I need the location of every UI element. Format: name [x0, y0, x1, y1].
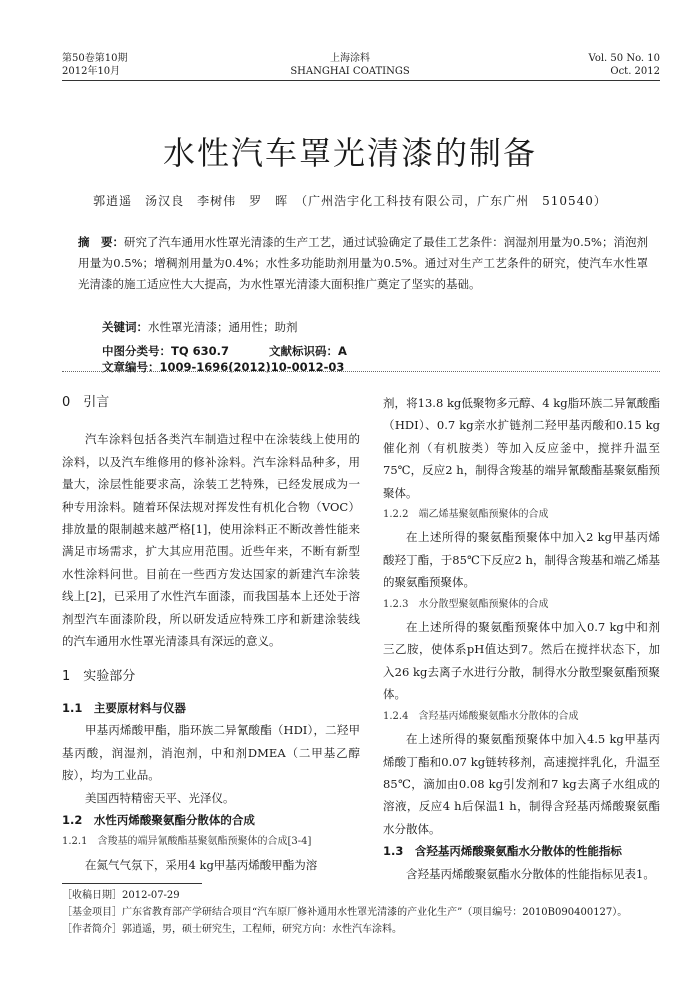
- article-number: 文章编号：1009-1696(2012)10-0012-03: [102, 360, 345, 374]
- issue-volume: 第50卷第10期: [62, 53, 128, 64]
- abstract-divider: [62, 371, 660, 372]
- footnote-fund: ［基金项目］广东省教育部产学研结合项目“汽车原厂修补通用水性罩光清漆的产业化生产”（项目编号：2010B090400127）。: [62, 907, 628, 918]
- article-title: 水性汽车罩光清漆的制备: [162, 134, 537, 172]
- paragraph: 甲基丙烯酸甲酯，脂环族二异氰酸酯（HDI），二羟甲基丙酸，润湿剂，消泡剂，中和剂DMEA（二甲基乙醇胺），均为工业品。: [62, 723, 360, 783]
- left-column: [62, 392, 360, 876]
- subsubsection-heading: 1.2.4 含羟基丙烯酸聚氨酯水分散体的合成: [383, 710, 579, 722]
- clc-number: 中图分类号：TQ 630.7: [102, 344, 229, 358]
- subsection-heading: 1.2 水性丙烯酸聚氨酯分散体的合成: [62, 812, 255, 827]
- paragraph: 在上述所得的聚氨酯预聚体中加入2 kg甲基丙烯酸羟丁酯，于85℃下反应2 h，制得含羧基和端乙烯基的聚氨酯预聚体。: [383, 530, 660, 590]
- paragraph: 在上述所得的聚氨酯预聚体中加入4.5 kg甲基丙烯酸丁酯和0.07 kg链转移剂，高速搅拌乳化，升温至85℃，滴加由0.08 kg引发剂和7 kg去离子水组成的溶液，反应4 h后保温1 h，制得含羟基丙烯酸聚氨酯水分散体。: [383, 732, 660, 836]
- footnote-received: ［收稿日期］2012-07-29: [62, 890, 180, 901]
- footnote-author-bio: ［作者简介］郭逍遥，男，硕士研究生，工程师，研究方向：水性汽车涂料。: [62, 924, 402, 935]
- paragraph: 剂，将13.8 kg低聚物多元醇、4 kg脂环族二异氰酸酯（HDI）、0.7 kg亲水扩链剂二羟甲基丙酸和0.15 kg催化剂（有机胺类）等加入反应釜中，搅拌升温至75℃，反应2 h，制得含羧基的端异氰酸酯基聚氨酯预聚体。: [383, 396, 660, 500]
- header-rule: [62, 80, 660, 81]
- abstract-label: 摘 要：: [78, 235, 125, 249]
- abstract-text: 研究了汽车通用水性罩光清漆的生产工艺，通过试验确定了最佳工艺条件：润湿剂用量为0.5%；消泡剂用量为0.5%；增稠剂用量为0.4%；水性多功能助剂用量为0.5%。通过对生产工艺条件的研究，使汽车水性罩光清漆的施工适应性大大提高，为水性罩光清漆大面积推广奠定了坚实的基础。: [78, 235, 648, 291]
- issue-date-en: Oct. 2012: [610, 66, 660, 77]
- section-heading: 0 引言: [62, 395, 110, 410]
- subsubsection-heading: 1.2.2 端乙烯基聚氨酯预聚体的合成: [383, 509, 549, 521]
- document-code: 文献标识码：A: [269, 344, 347, 358]
- section-heading: 1 实验部分: [62, 669, 136, 685]
- footnote-rule: [62, 883, 202, 884]
- paragraph: 在氮气气氛下，采用4 kg甲基丙烯酸甲酯为溶: [85, 857, 318, 872]
- journal-name-en: SHANGHAI COATINGS: [290, 66, 410, 77]
- right-column: [383, 392, 660, 885]
- paragraph: 汽车涂料包括各类汽车制造过程中在涂装线上使用的涂料，以及汽车维修用的修补涂料。汽车涂料品种多，用量大，涂层性能要求高，涂装工艺特殊，已经发展成为一种专用涂料。随着环保法规对挥发性有机化合物（VOC）排放量的限制越来越严格[1]，使用涂料正不断改善性能来满足市场需求，扩大其应用范围。近些年来，不断有新型水性涂料问世。目前在一些西方发达国家的新建汽车涂装线上[2]，已采用了水性汽车面漆，而我国基本上还处于溶剂型汽车面漆阶段，所以研发适应特殊工序和新建涂装线的汽车通用水性罩光清漆具有深远的意义。: [62, 432, 360, 649]
- journal-name-cn: 上海涂料: [330, 53, 370, 64]
- issue-volume-en: Vol. 50 No. 10: [588, 53, 660, 64]
- keywords-label: 关键词：: [102, 320, 148, 334]
- paragraph: 美国西特精密天平、光泽仪。: [85, 790, 235, 805]
- subsection-heading: 1.1 主要原材料与仪器: [62, 700, 186, 715]
- subsubsection-heading: 1.2.1 含羧基的端异氰酸酯基聚氨酯预聚体的合成[3-4]: [62, 836, 312, 848]
- subsubsection-heading: 1.2.3 水分散型聚氨酯预聚体的合成: [383, 598, 549, 610]
- journal-issue-en: [589, 52, 660, 78]
- paragraph: 在上述所得的聚氨酯预聚体中加入0.7 kg中和剂三乙胺，使体系pH值达到7。然后在搅拌状态下，加入26 kg去离子水进行分散，制得水分散型聚氨酯预聚体。: [383, 620, 660, 702]
- abstract: [78, 232, 648, 295]
- keywords-text: 水性罩光清漆；通用性；助剂: [148, 320, 298, 334]
- keywords: [102, 319, 298, 335]
- issue-date: 2012年10月: [62, 66, 121, 77]
- paragraph: 含羟基丙烯酸聚氨酯水分散体的性能指标见表1。: [406, 866, 655, 881]
- subsection-heading: 1.3 含羟基丙烯酸聚氨酯水分散体的性能指标: [383, 844, 622, 859]
- authors-line: 郭逍遥 汤汉良 李树伟 罗 晖 （广州浩宇化工科技有限公司，广东广州 510540）: [93, 194, 607, 208]
